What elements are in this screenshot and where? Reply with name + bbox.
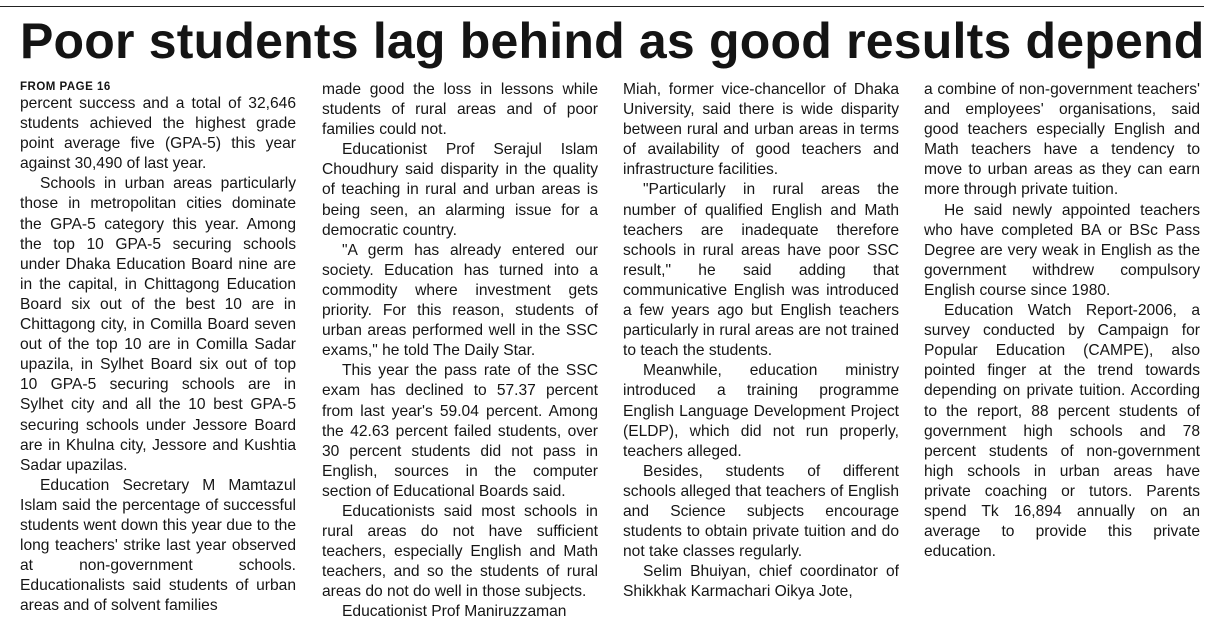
paragraph: Miah, former vice-chancellor of Dhaka University, said there is wide disparity between rural and urban areas in terms of availability of good teachers and infrastructure facilities. xyxy=(623,81,899,179)
paragraph: Education Secretary M Mamtazul Islam said the percentage of successful students went down this year due to the long teachers' strike last year observed at non-government schools. Educationalists said students of urban areas and of solvent families xyxy=(20,476,296,615)
article-column-4 xyxy=(924,80,1200,643)
paragraph: "Particularly in rural areas the number of qualified English and Math teachers are inadequate therefore schools in rural areas have poor SSC result," he said adding that communicative English was introduced a few years ago but English teachers particularly in rural areas are not trained to teach the students. xyxy=(623,181,899,360)
paragraph: This year the pass rate of the SSC exam has declined to 57.37 percent from last year's 59.04 percent. Among the 42.63 percent failed students, over 30 percent students did not pass in English, sources in the computer section of Educational Boards said. xyxy=(322,362,598,500)
paragraph: Educationists said most schools in rural areas do not have sufficient teachers, especially English and Math teachers, and so the students of rural areas do not do well in those subjects. xyxy=(322,502,598,601)
paragraph: a combine of non-government teachers' and employees' organisations, said good teachers especially English and Math teachers have a tendency to move to urban areas as they can earn more through private tuition. xyxy=(924,81,1200,199)
paragraph: Education Watch Report-2006, a survey conducted by Campaign for Popular Education (CAMPE), also pointed finger at the trend towards depending on private tuition. According to the report, 88 percent students of government high schools and 78 percent students of non-government high schools in urban areas have private coaching or tutors. Parents spend Tk 16,894 annually on an average to provide this private education. xyxy=(924,302,1200,561)
article-column-1 xyxy=(20,80,296,643)
headline: Poor students lag behind as good results depend xyxy=(20,13,1205,69)
paragraph: He said newly appointed teachers who have completed BA or BSc Pass Degree are very weak in English as the government withdrew compulsory English course since 1980. xyxy=(924,201,1200,299)
paragraph: made good the loss in lessons while students of rural areas and of poor families could not. xyxy=(322,81,598,139)
jump-label: FROM PAGE 16 xyxy=(20,81,111,93)
paragraph: Selim Bhuiyan, chief coordinator of Shikkhak Karmachari Oikya Jote, xyxy=(623,563,899,601)
paragraph: percent success and a total of 32,646 students achieved the highest grade point average five (GPA-5) this year against 30,490 of last year. xyxy=(20,95,296,173)
paragraph: Educationist Prof Maniruzzaman xyxy=(342,603,567,621)
article-column-3 xyxy=(623,80,899,643)
paragraph: Schools in urban areas particularly those in metropolitan cities dominate the GPA-5 category this year. Among the top 10 GPA-5 securing schools under Dhaka Education Board nine are in the capital, in Chittagong Education Board six out of the best 10 are in Chittagong city, in Comilla Board seven out of the top 10 are in Comilla Sadar upazila, in Sylhet Board six out of top 10 GPA-5 securing schools are in Sylhet city and all the 10 best GPA-5 securing schools under Jessore Board are in Khulna city, Jessore and Kushtia Sadar upazilas. xyxy=(20,175,296,474)
paragraph: Meanwhile, education ministry introduced a training programme English Language Development Project (ELDP), which did not run properly, teachers alleged. xyxy=(623,362,899,460)
paragraph: Educationist Prof Serajul Islam Choudhury said disparity in the quality of teaching in rural and urban areas is being seen, an alarming issue for a democratic country. xyxy=(322,141,598,239)
top-rule xyxy=(0,6,1204,7)
article-column-2 xyxy=(322,80,598,643)
paragraph: "A germ has already entered our society. Education has turned into a commodity where investment gets priority. For this reason, students of urban areas performed well in the SSC exams," he told The Daily Star. xyxy=(322,241,598,360)
paragraph: Besides, students of different schools alleged that teachers of English and Science subjects encourage students to obtain private tuition and do not take classes regularly. xyxy=(623,462,899,561)
